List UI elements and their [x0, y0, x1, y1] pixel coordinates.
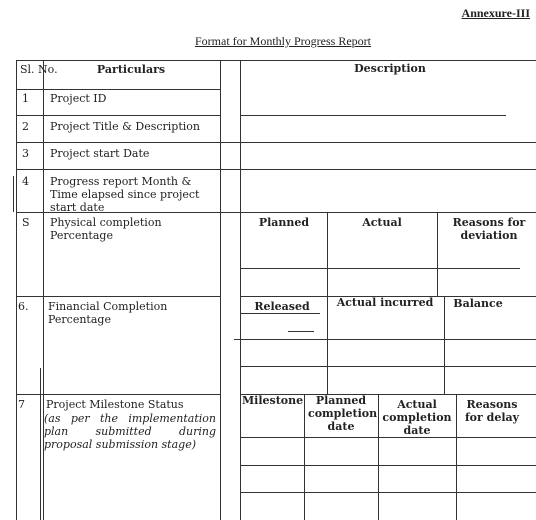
row-label: Progress report Month & Time elapsed since project start date — [50, 175, 200, 214]
actual-header: Actual — [362, 216, 402, 229]
row-number: 7 — [18, 398, 25, 411]
row-note: (as per the implementation plan submitted during proposal submission stage) — [44, 412, 216, 451]
annexure-label: Annexure-III — [461, 6, 530, 20]
table-top-border — [16, 60, 536, 61]
row-number: 6. — [18, 300, 29, 313]
planned-header: Planned — [258, 216, 310, 229]
row-number: 3 — [22, 147, 29, 160]
row-label: Project start Date — [50, 147, 150, 160]
row-divider — [288, 331, 314, 332]
row-divider — [240, 366, 536, 367]
row-divider — [16, 394, 220, 395]
milestone-header: Milestone — [242, 394, 304, 407]
released-header: Released — [254, 300, 310, 313]
row-number: 1 — [22, 92, 29, 105]
row-divider — [240, 268, 520, 269]
row-label: Project Title & Description — [50, 120, 200, 133]
planned-completion-header: Planned completion date — [308, 394, 378, 433]
row-divider — [16, 115, 220, 116]
sl-no-header: Sl. No. — [20, 63, 58, 76]
margin-mark — [13, 176, 14, 212]
row-divider — [16, 89, 220, 90]
col-divider — [327, 212, 328, 296]
row-number: 2 — [22, 120, 29, 133]
actual-completion-header: Actual completion date — [382, 398, 452, 437]
row-divider — [240, 115, 506, 116]
col-divider — [444, 296, 445, 394]
margin-mark — [40, 368, 41, 520]
row-divider — [240, 313, 320, 314]
row-divider — [240, 437, 536, 438]
col-divider-description — [240, 60, 241, 520]
row-number: S — [22, 216, 30, 229]
particulars-header: Particulars — [96, 63, 166, 76]
actual-incurred-header: Actual incurred — [336, 296, 434, 309]
description-header: Description — [354, 62, 426, 75]
col-divider — [327, 296, 328, 394]
row-label: Project Milestone Status — [46, 398, 184, 411]
col-divider — [304, 394, 305, 520]
report-title: Format for Monthly Progress Report — [195, 34, 371, 48]
col-divider-sl — [43, 60, 44, 520]
row-divider — [16, 169, 536, 170]
row-label: Physical completion Percentage — [50, 216, 162, 242]
col-divider — [456, 394, 457, 520]
row-label: Financial Completion Percentage — [48, 300, 168, 326]
col-divider — [437, 212, 438, 296]
row-divider — [16, 142, 536, 143]
row-divider — [16, 296, 220, 297]
table-left-border — [16, 60, 17, 520]
col-divider — [378, 394, 379, 520]
col-divider-particulars — [220, 60, 221, 520]
row-divider — [234, 339, 536, 340]
row-label: Project ID — [50, 92, 107, 105]
row-number: 4 — [22, 175, 29, 188]
row-divider — [240, 465, 536, 466]
reasons-deviation-header: Reasons for deviation — [452, 216, 526, 242]
row-divider — [240, 492, 536, 493]
balance-header: Balance — [453, 297, 503, 310]
reasons-delay-header: Reasons for delay — [464, 398, 520, 424]
